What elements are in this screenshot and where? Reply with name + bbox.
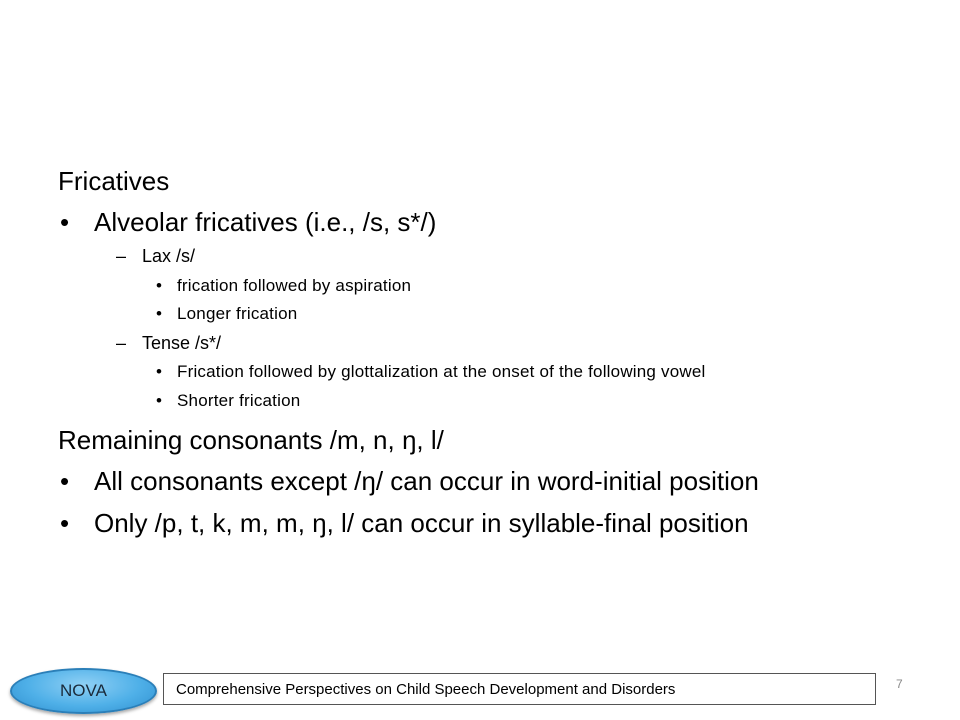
dash-marker: – [116,246,127,267]
detail-aspiration [58,276,938,296]
bullet-text: Alveolar fricatives (i.e., /s, s*/) [94,207,437,238]
bullet-marker: • [156,390,163,410]
detail-glottalization [58,362,938,382]
detail-text: Shorter frication [177,390,301,410]
heading-text: Remaining consonants /m, n, ŋ, l/ [58,425,444,456]
bullet-marker: • [156,304,163,324]
dash-marker: – [116,332,127,353]
bullet-text: Only /p, t, k, m, m, ŋ, l/ can occur in syllable-final position [94,507,749,538]
bullet-marker: • [60,207,70,238]
bullet-marker: • [156,275,163,295]
heading-fricatives [58,166,938,197]
heading-text: Fricatives [58,166,170,196]
detail-shorter-frication [58,391,938,411]
page-number: 7 [896,677,903,691]
bullet-word-initial [58,466,938,497]
detail-longer-frication [58,304,938,324]
bullet-syllable-final [58,508,938,539]
subbullet-tense [58,333,938,355]
detail-text: Frication followed by glottalization at the onset of the following vowel [177,362,706,382]
course-title-text: Comprehensive Perspectives on Child Speech Development and Disorders [176,680,676,698]
slide-content [58,166,938,539]
subbullet-text: Tense /s*/ [142,332,222,353]
detail-text: frication followed by aspiration [177,275,412,295]
subbullet-text: Lax /s/ [142,246,196,267]
bullet-marker: • [60,466,70,497]
nova-label: NOVA [60,681,107,700]
nova-badge [10,668,157,714]
bullet-text: All consonants except /ŋ/ can occur in word-initial position [94,466,759,497]
detail-text: Longer frication [177,304,298,324]
bullet-marker: • [156,362,163,382]
bullet-alveolar-fricatives [58,207,938,238]
heading-remaining-consonants [58,425,938,456]
subbullet-lax [58,246,938,268]
footer-course-title [163,673,876,705]
bullet-marker: • [60,507,70,538]
